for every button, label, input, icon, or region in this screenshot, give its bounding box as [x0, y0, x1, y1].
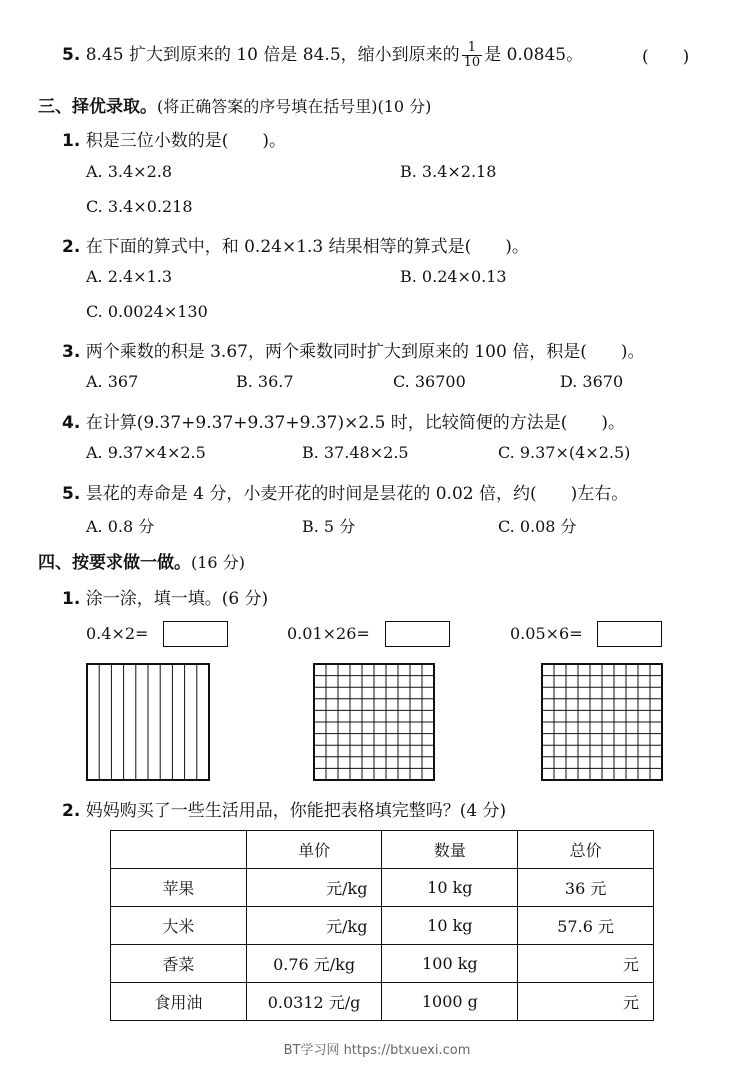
answer-parentheses[interactable]: ( ) — [642, 47, 690, 67]
choice-question-5 — [62, 479, 628, 504]
answer-box-1[interactable] — [163, 621, 228, 647]
unit-price-cell[interactable]: 元/kg — [246, 907, 382, 945]
table-header-row — [111, 831, 654, 869]
option-c[interactable]: C. 36700 — [393, 372, 466, 391]
section-3-heading: 三、择优录取。 — [38, 97, 157, 117]
section-4-title — [38, 548, 245, 573]
page-footer: BT学习网 https://btxuexi.com — [283, 1043, 471, 1058]
question-number: 2. — [62, 801, 81, 821]
header-cell-unit-price: 单价 — [246, 831, 382, 869]
question-text: 积是三位小数的是( )。 — [85, 131, 286, 151]
fraction-numerator: 1 — [462, 41, 483, 56]
total-cell: 57.6 元 — [518, 907, 654, 945]
option-c[interactable]: C. 0.08 分 — [498, 517, 577, 536]
question-text: 涂一涂，填一填。(6 分) — [85, 589, 269, 609]
hundred-grid-2[interactable] — [541, 663, 663, 781]
unit-price-cell[interactable]: 元/kg — [246, 869, 382, 907]
option-d[interactable]: D. 3670 — [560, 372, 624, 391]
table-row — [111, 907, 654, 945]
option-b[interactable]: B. 5 分 — [302, 517, 356, 536]
answer-box-3[interactable] — [597, 621, 662, 647]
question-number: 5. — [62, 484, 81, 504]
option-c[interactable]: C. 0.0024×130 — [86, 302, 208, 321]
choice-question-4 — [62, 408, 625, 433]
question-number: 4. — [62, 413, 81, 433]
question-number: 3. — [62, 342, 81, 362]
quantity-cell: 10 kg — [382, 907, 518, 945]
table-row — [111, 945, 654, 983]
quantity-cell: 1000 g — [382, 983, 518, 1021]
option-a[interactable]: A. 3.4×2.8 — [86, 162, 173, 181]
section-3-title — [38, 92, 431, 117]
quantity-cell: 100 kg — [382, 945, 518, 983]
option-c[interactable]: C. 9.37×(4×2.5) — [498, 443, 631, 462]
strip-grid[interactable] — [86, 663, 210, 781]
option-c[interactable]: C. 3.4×0.218 — [86, 197, 193, 216]
expression-2: 0.01×26= — [287, 624, 370, 643]
expression-3: 0.05×6= — [510, 624, 583, 643]
option-b[interactable]: B. 3.4×2.18 — [400, 162, 497, 181]
answer-box-2[interactable] — [385, 621, 450, 647]
question-text-a: 8.45 扩大到原来的 10 倍是 84.5，缩小到原来的 — [85, 45, 460, 65]
total-cell[interactable]: 元 — [518, 945, 654, 983]
total-cell: 36 元 — [518, 869, 654, 907]
question-text-b: 是 0.0845。 — [484, 45, 584, 65]
item-name: 大米 — [111, 907, 247, 945]
fraction — [462, 41, 483, 70]
question-number: 2. — [62, 237, 81, 257]
section-3-subtitle: (将正确答案的序号填在括号里)(10 分) — [157, 97, 432, 116]
unit-price-cell: 0.76 元/kg — [246, 945, 382, 983]
option-b[interactable]: B. 36.7 — [236, 372, 294, 391]
table-row — [111, 983, 654, 1021]
quantity-cell: 10 kg — [382, 869, 518, 907]
question-text: 妈妈购买了一些生活用品，你能把表格填完整吗？(4 分) — [85, 801, 507, 821]
question-text: 昙花的寿命是 4 分，小麦开花的时间是昙花的 0.02 倍，约( )左右。 — [85, 484, 629, 504]
task-question-2 — [62, 796, 506, 821]
section-4-subtitle: (16 分) — [191, 553, 245, 572]
item-name: 食用油 — [111, 983, 247, 1021]
question-number: 1. — [62, 131, 81, 151]
goods-table — [110, 830, 654, 1021]
header-cell-total: 总价 — [518, 831, 654, 869]
option-b[interactable]: B. 37.48×2.5 — [302, 443, 409, 462]
question-text: 在计算(9.37+9.37+9.37+9.37)×2.5 时，比较简便的方法是( )。 — [85, 413, 626, 433]
section-4-heading: 四、按要求做一做。 — [38, 553, 191, 573]
option-a[interactable]: A. 0.8 分 — [86, 517, 155, 536]
question-number: 5. — [62, 45, 81, 65]
option-a[interactable]: A. 367 — [86, 372, 139, 391]
question-number: 1. — [62, 589, 81, 609]
choice-question-1 — [62, 126, 286, 151]
hundred-grid-1[interactable] — [313, 663, 435, 781]
header-cell-quantity: 数量 — [382, 831, 518, 869]
judge-question-5 — [62, 40, 583, 70]
table-row — [111, 869, 654, 907]
header-cell-empty — [111, 831, 247, 869]
expression-1: 0.4×2= — [86, 624, 149, 643]
option-a[interactable]: A. 9.37×4×2.5 — [86, 443, 206, 462]
option-a[interactable]: A. 2.4×1.3 — [86, 267, 173, 286]
task-question-1 — [62, 584, 268, 609]
fraction-denominator: 10 — [463, 55, 481, 70]
choice-question-2 — [62, 232, 529, 257]
question-text: 在下面的算式中，和 0.24×1.3 结果相等的算式是( )。 — [85, 237, 529, 257]
choice-question-3 — [62, 337, 644, 362]
unit-price-cell: 0.0312 元/g — [246, 983, 382, 1021]
total-cell[interactable]: 元 — [518, 983, 654, 1021]
item-name: 香菜 — [111, 945, 247, 983]
item-name: 苹果 — [111, 869, 247, 907]
question-text: 两个乘数的积是 3.67，两个乘数同时扩大到原来的 100 倍，积是( )。 — [85, 342, 645, 362]
option-b[interactable]: B. 0.24×0.13 — [400, 267, 507, 286]
